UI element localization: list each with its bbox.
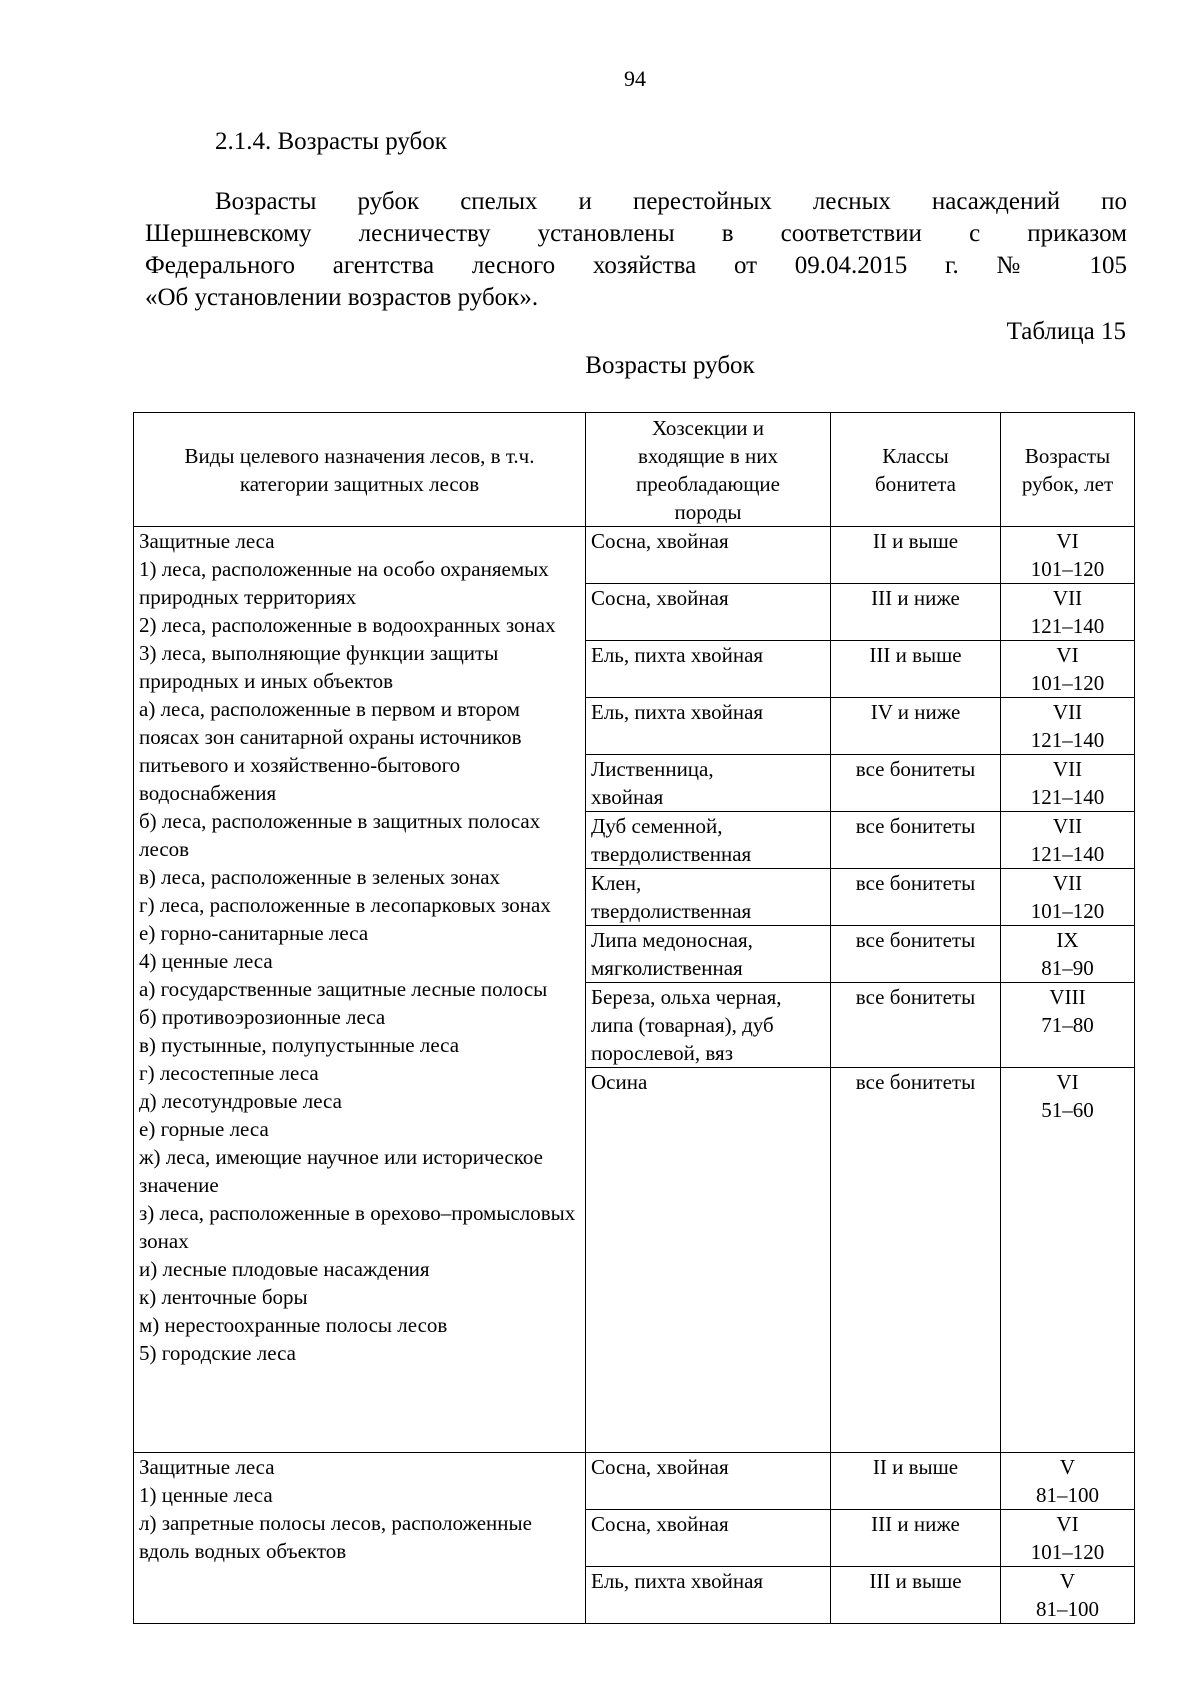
species-cell: Сосна, хвойная <box>586 527 831 584</box>
age-cell: VIII 71–80 <box>1001 983 1135 1068</box>
bonitet-cell: все бонитеты <box>831 983 1001 1068</box>
bonitet-cell: II и выше <box>831 1453 1001 1510</box>
bonitet-cell: все бонитеты <box>831 926 1001 983</box>
intro-line: «Об установлении возрастов рубок». <box>145 284 539 311</box>
table-header-row <box>134 413 1135 527</box>
species-cell: Осина <box>586 1068 831 1453</box>
bonitet-cell: все бонитеты <box>831 812 1001 869</box>
species-cell: Клен, твердолиственная <box>586 869 831 926</box>
age-cell: VI 101–120 <box>1001 1510 1135 1567</box>
bonitet-cell: III и выше <box>831 1567 1001 1624</box>
bonitet-cell: II и выше <box>831 527 1001 584</box>
page-number: 94 <box>624 66 646 91</box>
bonitet-cell: III и выше <box>831 641 1001 698</box>
species-cell: Ель, пихта хвойная <box>586 698 831 755</box>
bonitet-cell: III и ниже <box>831 584 1001 641</box>
header-species: Хозсекции и входящие в них преобладающие породы <box>586 413 831 527</box>
bonitet-cell: III и ниже <box>831 1510 1001 1567</box>
age-cell: VII 101–120 <box>1001 869 1135 926</box>
age-cell: IX 81–90 <box>1001 926 1135 983</box>
species-cell: Сосна, хвойная <box>586 1453 831 1510</box>
age-cell: V 81–100 <box>1001 1567 1135 1624</box>
bonitet-cell: IV и ниже <box>831 698 1001 755</box>
age-cell: VII 121–140 <box>1001 812 1135 869</box>
age-cell: VI 101–120 <box>1001 527 1135 584</box>
intro-paragraph <box>145 186 1127 314</box>
age-cell: V 81–100 <box>1001 1453 1135 1510</box>
age-cell: VII 121–140 <box>1001 584 1135 641</box>
age-cell: VI 101–120 <box>1001 641 1135 698</box>
species-cell: Сосна, хвойная <box>586 584 831 641</box>
intro-line: Шершневскому лесничеству установлены в соответствии с приказом <box>145 220 1127 247</box>
species-cell: Береза, ольха черная, липа (товарная), дуб порослевой, вяз <box>586 983 831 1068</box>
species-cell: Ель, пихта хвойная <box>586 1567 831 1624</box>
table-title: Возрасты рубок <box>585 352 755 379</box>
species-cell: Дуб семенной, твердолиственная <box>586 812 831 869</box>
header-bonitet: Классы бонитета <box>831 413 1001 527</box>
table-label: Таблица 15 <box>1006 318 1126 345</box>
species-cell: Сосна, хвойная <box>586 1510 831 1567</box>
table-row <box>134 527 1135 584</box>
table-row <box>134 1453 1135 1510</box>
age-cell: VII 121–140 <box>1001 755 1135 812</box>
intro-line: Федерального агентства лесного хозяйства от 09.04.2015 г. № 105 <box>145 252 1127 279</box>
forest-purpose-cell: Защитные леса 1) ценные леса л) запретные полосы лесов, расположенные вдоль водных объектов <box>134 1453 586 1624</box>
age-cell: VII 121–140 <box>1001 698 1135 755</box>
header-age: Возрасты рубок, лет <box>1001 413 1135 527</box>
forest-purpose-cell: Защитные леса 1) леса, расположенные на особо охраняемых природных территориях 2) леса, расположенные в водоохранных зонах 3) леса, выполняющие функции защиты природных и иных объектов а) леса, расположенные в первом и втором поясах зон санитарной охраны источников питьевого и хозяйственно-бытового водоснабжения б) леса, расположенные в защитных полосах лесов в) леса, расположенные в зеленых зонах г) леса, расположенные в лесопарковых зонах е) горно-санитарные леса 4) ценные леса а) государственные защитные лесные полосы б) противоэрозионные леса в) пустынные, полупустынные леса г) лесостепные леса д) лесотундровые леса е) горные леса ж) леса, имеющие научное или историческое значение з) леса, расположенные в орехово–промысловых зонах и) лесные плодовые насаждения к) ленточные боры м) нерестоохранные полосы лесов 5) городские леса <box>134 527 586 1453</box>
species-cell: Ель, пихта хвойная <box>586 641 831 698</box>
age-cell: VI 51–60 <box>1001 1068 1135 1453</box>
cutting-ages-table <box>133 412 1135 1624</box>
species-cell: Липа медоносная, мягколиственная <box>586 926 831 983</box>
bonitet-cell: все бонитеты <box>831 755 1001 812</box>
intro-line: Возрасты рубок спелых и перестойных лесных насаждений по <box>215 188 1127 215</box>
bonitet-cell: все бонитеты <box>831 869 1001 926</box>
section-title: 2.1.4. Возрасты рубок <box>215 128 447 155</box>
header-purpose: Виды целевого назначения лесов, в т.ч. категории защитных лесов <box>134 413 586 527</box>
species-cell: Лиственница, хвойная <box>586 755 831 812</box>
bonitet-cell: все бонитеты <box>831 1068 1001 1453</box>
